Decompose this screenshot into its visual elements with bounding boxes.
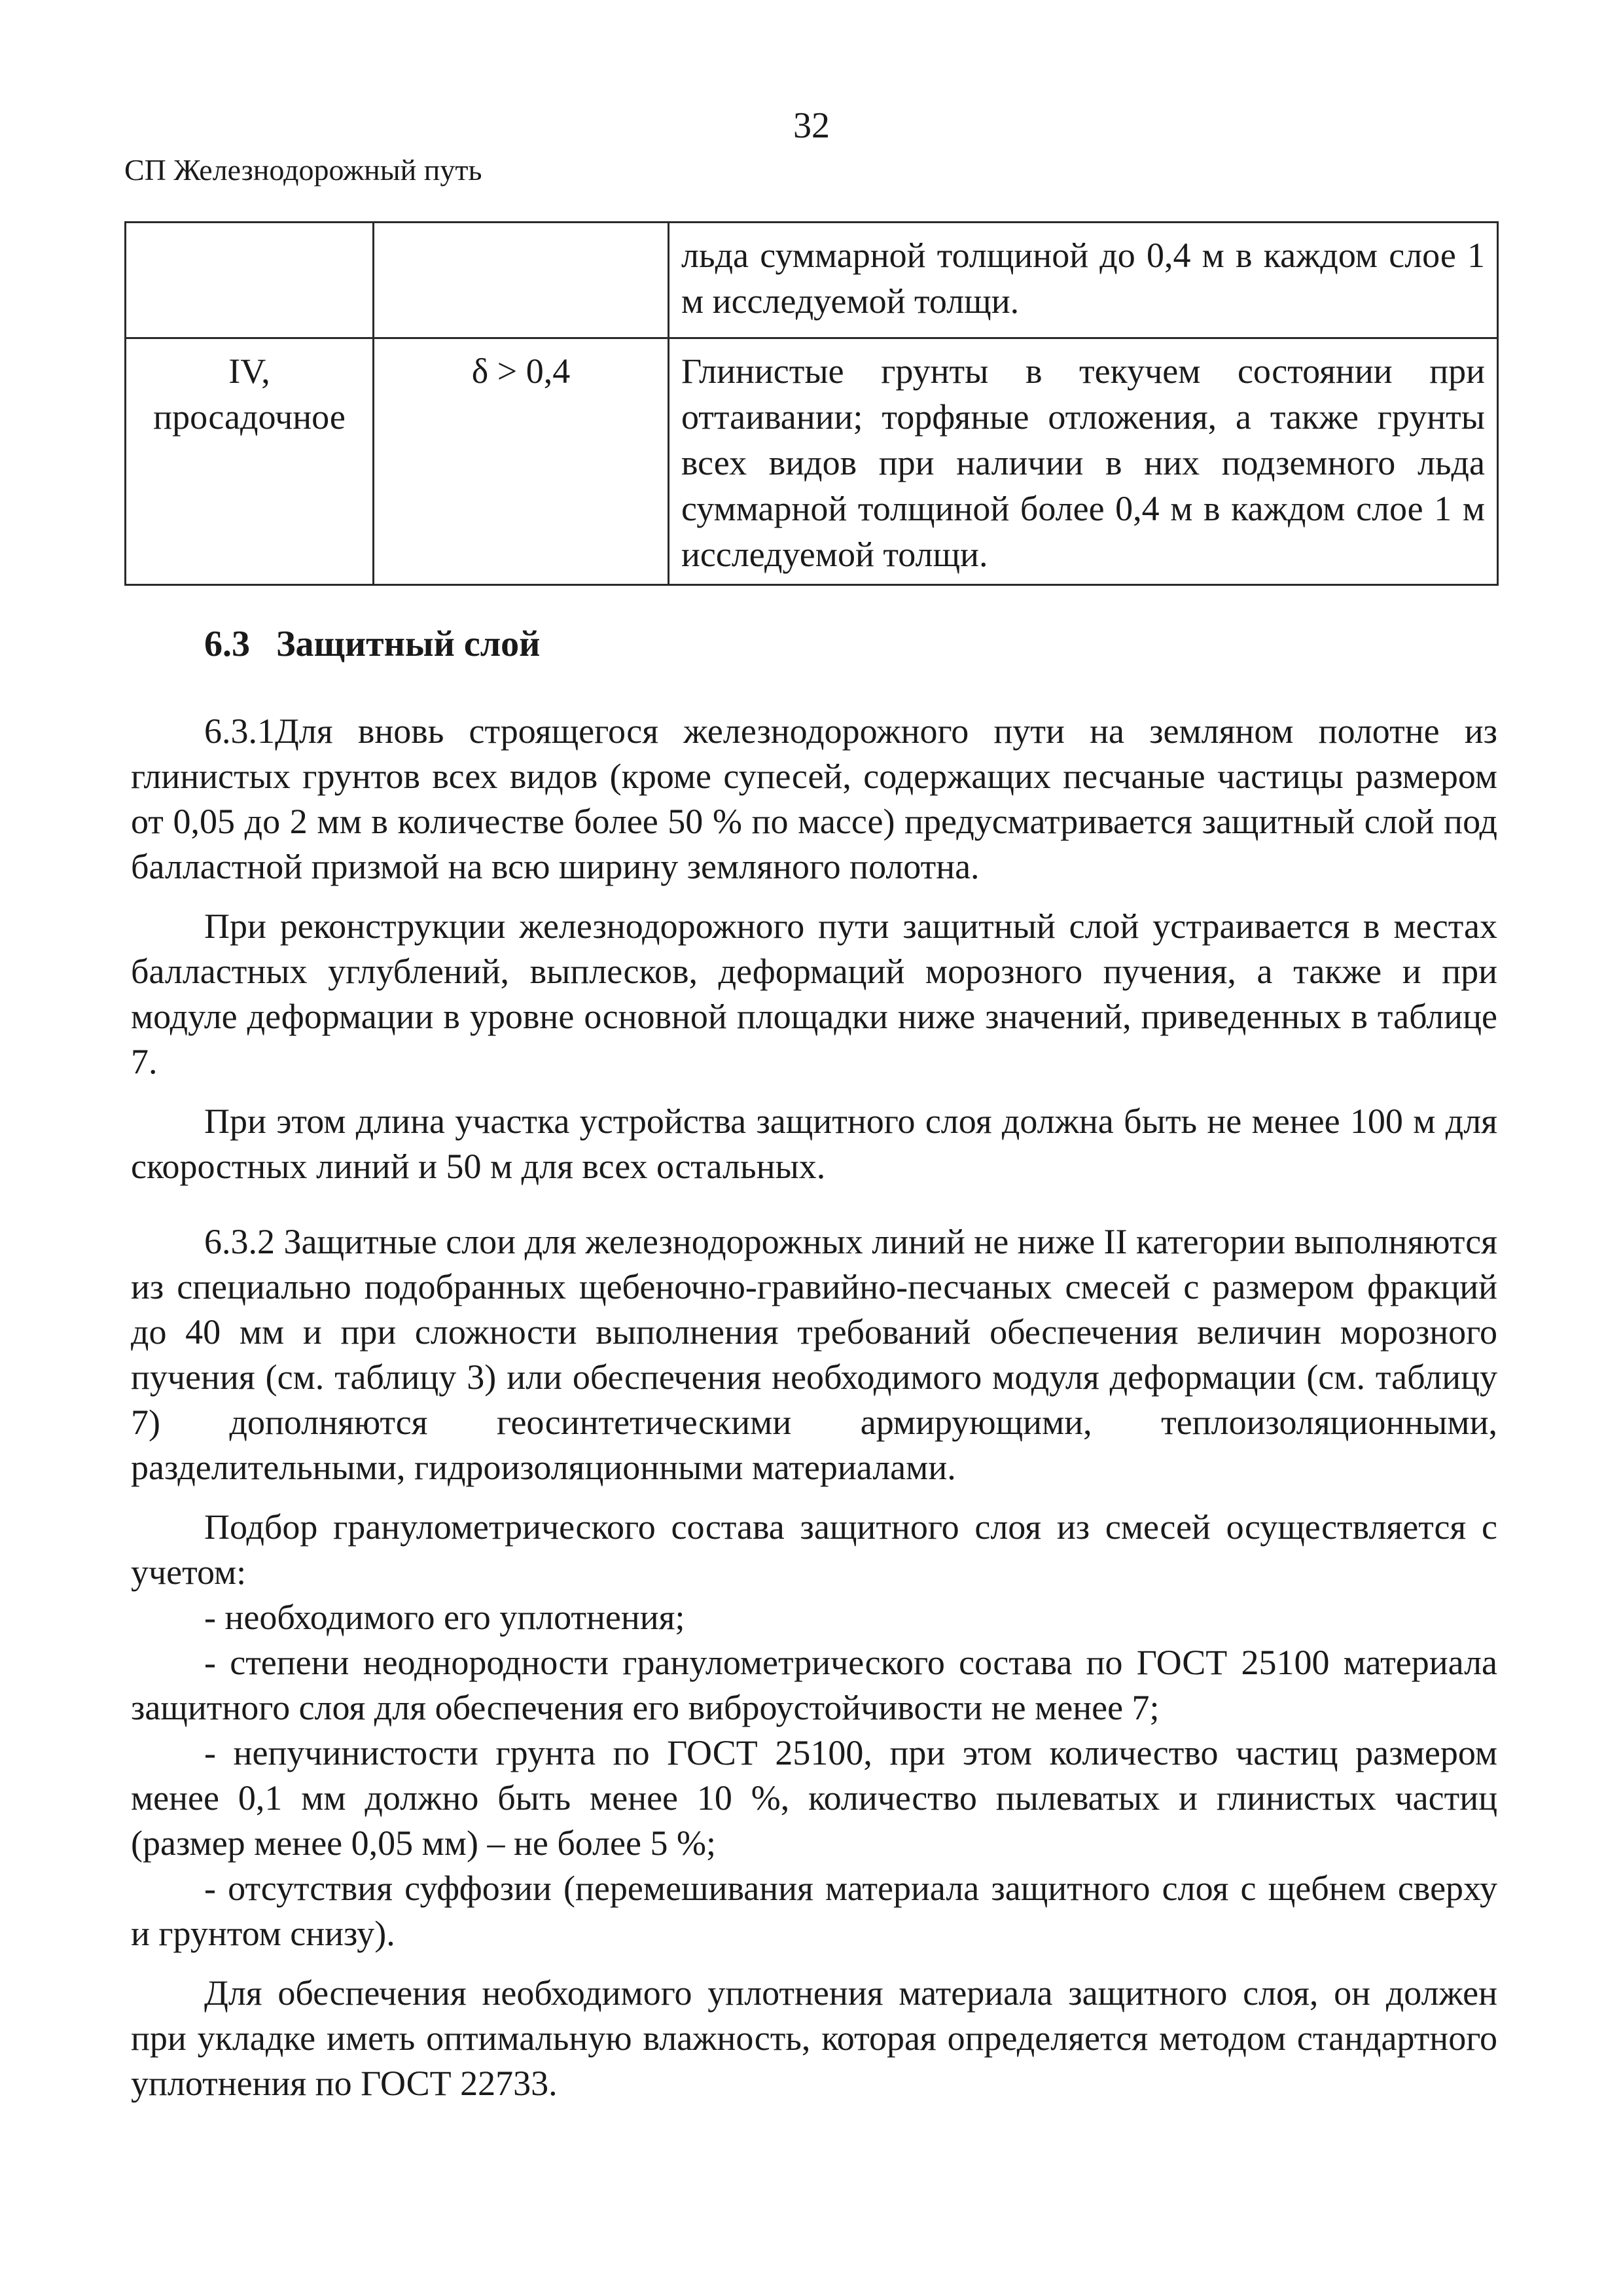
running-header: СП Железнодорожный путь bbox=[124, 153, 482, 187]
main-content bbox=[131, 622, 1497, 2106]
paragraph: Для обеспечения необходимого уплотнения материала защитного слоя, он должен при укладке иметь оптимальную влажность, которая определяется методом стандартного уплотнения по ГОСТ 22733. bbox=[131, 1973, 1497, 2103]
paragraph: При реконструкции железнодорожного пути защитный слой устраивается в местах балластных углублений, выплесков, деформаций морозного пучения, а также и при модуле деформации в уровне основной площадки ниже значений, приведенных в таблице 7. bbox=[131, 906, 1497, 1081]
category-name: просадочное bbox=[153, 397, 346, 437]
list-item: - степени неоднородности гранулометрического состава по ГОСТ 25100 материала защитного слоя для обеспечения его виброустойчивости не менее 7; bbox=[131, 1643, 1497, 1727]
table-cell-index: δ > 0,4 bbox=[374, 338, 669, 585]
soil-classification-table bbox=[124, 221, 1499, 586]
table-cell-description: Глинистые грунты в текучем состоянии при оттаивании; торфяные отложения, а также грунты всех видов при наличии в них подземного льда суммарной толщиной более 0,4 м в каждом слое 1 м исследуемой толщи. bbox=[669, 338, 1498, 585]
page-number: 32 bbox=[793, 105, 830, 146]
table-row bbox=[126, 338, 1498, 585]
paragraph: Подбор гранулометрического состава защитного слоя из смесей осуществляется с учетом: bbox=[131, 1507, 1497, 1592]
paragraph-6-3-1: 6.3.1Для вновь строящегося железнодорожного пути на земляном полотне из глинистых грунтов всех видов (кроме супесей, содержащих песчаные частицы размером от 0,05 до 2 мм в количестве более 50 % по массе) предусматривается защитный слой под балластной призмой на всю ширину земляного полотна. bbox=[131, 711, 1497, 886]
section-number: 6.3 bbox=[204, 624, 250, 664]
paragraph-6-3-2: 6.3.2 Защитные слои для железнодорожных линий не ниже II категории выполняются из специально подобранных щебеночно-гравийно-песчаных смесей с размером фракций до 40 мм и при сложности выполнения требований обеспечения величин морозного пучения (см. таблицу 3) или обеспечения необходимого модуля деформации (см. таблицу 7) дополняются геосинтетическими армирующими, теплоизоляционными, разделительными, гидроизоляционными материалами. bbox=[131, 1222, 1497, 1487]
table-cell-category bbox=[126, 338, 374, 585]
section-title: Защитный слой bbox=[276, 624, 541, 664]
paragraph: При этом длина участка устройства защитного слоя должна быть не менее 100 м для скоростных линий и 50 м для всех остальных. bbox=[131, 1102, 1497, 1186]
category-number: IV, bbox=[228, 351, 270, 391]
list-item: - необходимого его уплотнения; bbox=[204, 1598, 685, 1637]
list-item: - отсутствия суффозии (перемешивания материала защитного слоя с щебнем сверху и грунтом снизу). bbox=[131, 1869, 1497, 1953]
table-cell-description: льда суммарной толщиной до 0,4 м в каждом слое 1 м исследуемой толщи. bbox=[669, 223, 1498, 338]
table-cell-category bbox=[126, 223, 374, 338]
section-heading bbox=[204, 622, 1497, 667]
table-row bbox=[126, 223, 1498, 338]
list-item: - непучинистости грунта по ГОСТ 25100, при этом количество частиц размером менее 0,1 мм должно быть менее 10 %, количество пылеватых и глинистых частиц (размер менее 0,05 мм) – не более 5 %; bbox=[131, 1733, 1497, 1863]
table-cell-index bbox=[374, 223, 669, 338]
